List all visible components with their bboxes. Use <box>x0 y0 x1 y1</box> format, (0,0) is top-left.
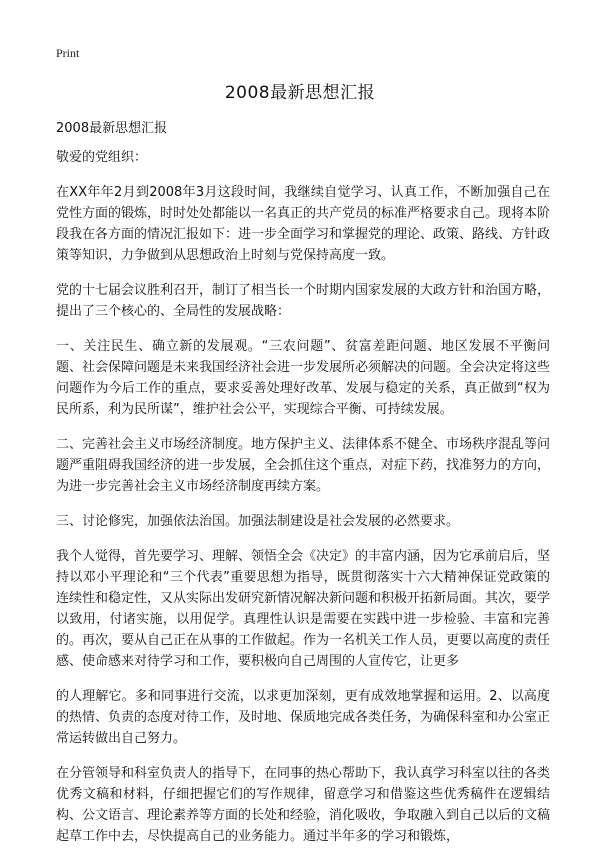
paragraph: 的人理解它。多和同事进行交流，以求更加深刻，更有成效地掌握和运用。2、以高度的热情、负责的态度对待工作，及时地、保质地完成各类任务，为确保科室和办公室正常运转做出自己努力。 <box>56 689 551 746</box>
print-link[interactable]: Print <box>56 46 80 60</box>
paragraph: 我个人觉得，首先要学习、理解、领悟全会《决定》的丰富内涵，因为它承前启后，坚持以邓小平理论和“三个代表”重要思想为指导，既贯彻落实十六大精神保证党政策的连续性和稳定性，又从实际出发研究新情况解决新问题和积极开拓新局面。其次，要学以致用，付诸实施，以用促学。真理性认识是需要在实践中进一步检验、丰富和完善的。再次，要从自己正在从事的工作做起。作为一名机关工作人员，更要以高度的责任感、使命感来对待学习和工作，要积极向自己周围的人宣传它，让更多 <box>56 549 551 669</box>
paragraph: 二、完善社会主义市场经济制度。地方保护主义、法律体系不健全、市场秩序混乱等问题严重阻碍我国经济的进一步发展，全会抓住这个重点，对症下药，找准努力的方向，为进一步完善社会主义市场经济制度再续方案。 <box>56 437 551 494</box>
document-title: 2008最新思想汇报 <box>224 83 376 103</box>
document-body <box>56 118 550 861</box>
paragraph: 一、关注民生、确立新的发展观。“三农问题”、贫富差距问题、地区发展不平衡问题、社会保障问题是未来我国经济社会进一步发展所必须解决的问题。全会决定将这些问题作为今后工作的重点，要求妥善处理好改革、发展与稳定的关系，真正做到“权为民所系，利为民所谋”，维护社会公平，实现综合平衡、可持续发展。 <box>56 339 551 417</box>
paragraph: 在XX年年2月到2008年3月这段时间，我继续自觉学习、认真工作，不断加强自己在党性方面的锻炼，时时处处都能以一名真正的共产党员的标准严格要求自己。现将本阶段我在各方面的情况汇报如下：进一步全面学习和掌握党的理论、政策、路线、方针政策等知识，力争做到从思想政治上时刻与党保持高度一致。 <box>56 185 551 263</box>
paragraph: 在分管领导和科室负责人的指导下，在同事的热心帮助下，我认真学习科室以往的各类优秀文稿和材料，仔细把握它们的写作规律，留意学习和借鉴这些优秀稿件在逻辑结构、公文语言、理论素养等方面的长处和经验，消化吸收，争取融入到自己以后的文稿起草工作中去，尽快提高自己的业务能力。通过半年多的学习和锻炼， <box>56 766 551 844</box>
paragraph: 党的十七届会议胜利召开，制订了相当长一个时期内国家发展的大政方针和治国方略，提出了三个核心的、全局性的发展战略： <box>56 283 551 319</box>
document-subtitle: 2008最新思想汇报 <box>56 121 168 136</box>
paragraph: 三、讨论修宪，加强依法治国。加强法制建设是社会发展的必然要求。 <box>56 514 460 529</box>
salutation: 敬爱的党组织： <box>56 150 148 165</box>
